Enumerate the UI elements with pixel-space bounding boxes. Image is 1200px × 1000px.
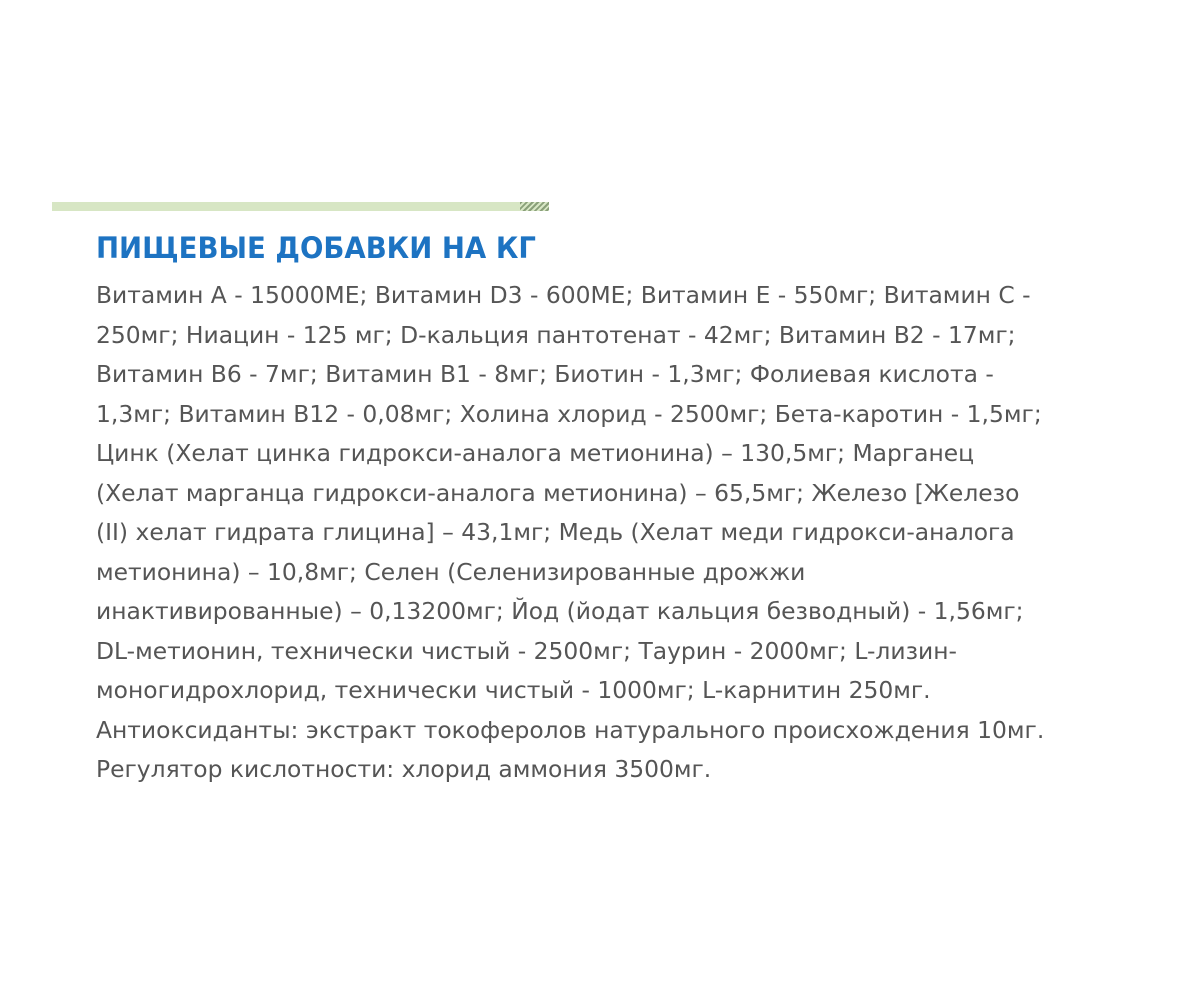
- section-divider: [52, 202, 549, 211]
- text-line: (II) хелат гидрата глицина] – 43,1мг; Медь (Хелат меди гидрокси-аналога: [96, 518, 1015, 546]
- text-line: Антиоксиданты: экстракт токоферолов натурального происхождения 10мг.: [96, 715, 1045, 744]
- text-line: 1,3мг; Витамин В12 - 0,08мг; Холина хлорид - 2500мг; Бета-каротин - 1,5мг;: [96, 399, 1042, 428]
- divider-hatch-pattern: [520, 202, 549, 211]
- text-line: метионина) – 10,8мг; Селен (Селенизированные дрожжи: [96, 557, 806, 586]
- text-line: моногидрохлорид, технически чистый - 1000мг; L-карнитин 250мг.: [96, 676, 931, 704]
- section-title: ПИЩЕВЫЕ ДОБАВКИ НА КГ: [96, 231, 536, 265]
- divider-bar: [52, 202, 520, 211]
- text-line: DL-метионин, технически чистый - 2500мг; Таурин - 2000мг; L-лизин-: [96, 636, 957, 665]
- text-line: (Хелат марганца гидрокси-аналога метионина) – 65,5мг; Железо [Железо: [96, 478, 1020, 507]
- text-line: Витамин В6 - 7мг; Витамин В1 - 8мг; Биотин - 1,3мг; Фолиевая кислота -: [96, 360, 994, 388]
- text-line: инактивированные) – 0,13200мг; Йод (йодат кальция безводный) - 1,56мг;: [96, 597, 1024, 625]
- additives-text: [96, 276, 1200, 790]
- text-line: Витамин А - 15000МЕ; Витамин D3 - 600МЕ; Витамин Е - 550мг; Витамин С -: [96, 281, 1031, 309]
- text-line: Цинк (Хелат цинка гидрокси-аналога метионина) – 130,5мг; Марганец: [96, 439, 975, 467]
- text-line: Регулятор кислотности: хлорид аммония 3500мг.: [96, 755, 712, 783]
- text-line: 250мг; Ниацин - 125 мг; D-кальция пантотенат - 42мг; Витамин В2 - 17мг;: [96, 320, 1016, 349]
